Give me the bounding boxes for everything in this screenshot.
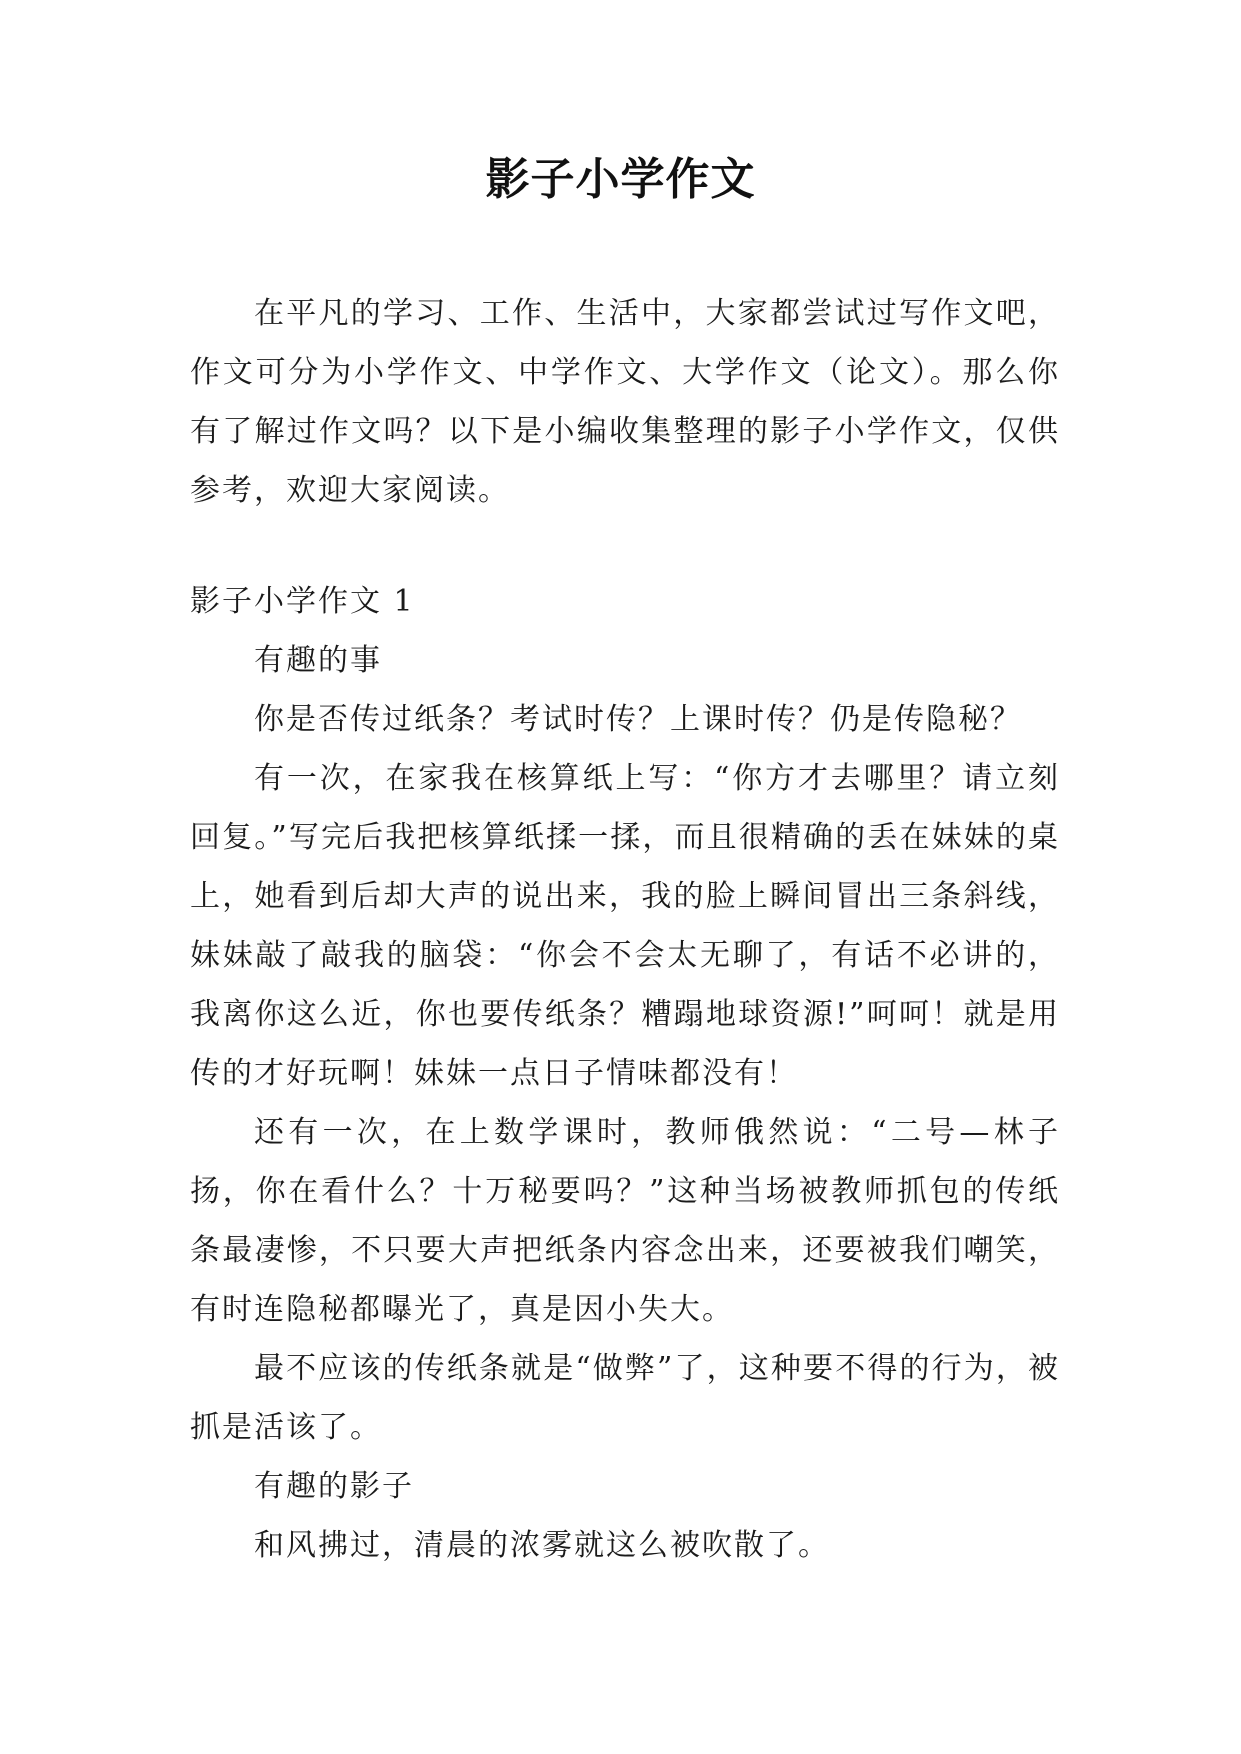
essay-paragraph: 和风拂过，清晨的浓雾就这么被吹散了。 (254, 1528, 830, 1563)
intro-block (190, 284, 1060, 520)
subheading-interesting-thing: 有趣的事 (254, 643, 382, 678)
intro-paragraph: 在平凡的学习、工作、生活中，大家都尝试过写作文吧，作文可分为小学作文、中学作文、大学作文（论文）。那么你有了解过作文吗？以下是小编收集整理的影子小学作文，仅供参考，欢迎大家阅读。 (190, 296, 1060, 508)
section-heading: 影子小学作文 1 (190, 584, 415, 619)
essay-paragraph: 最不应该的传纸条就是“做弊”了，这种要不得的行为，被抓是活该了。 (190, 1351, 1060, 1445)
document-title: 影子小学作文 (485, 154, 756, 205)
essay-paragraph: 有一次，在家我在核算纸上写：“你方才去哪里？请立刻回复。”写完后我把核算纸揉一揉，而且很精确的丢在妹妹的桌上，她看到后却大声的说出来，我的脸上瞬间冒出三条斜线，妹妹敲了敲我的脑袋：“你会不会太无聊了，有话不必讲的，我离你这么近，你也要传纸条？糟蹋地球资源!”呵呵！就是用传的才好玩啊！妹妹一点日子情味都没有！ (190, 761, 1060, 1091)
essay-paragraph: 还有一次，在上数学课时，教师俄然说：“二号—林子扬，你在看什么？十万秘要吗？”这种当场被教师抓包的传纸条最凄惨，不只要大声把纸条内容念出来，还要被我们嘲笑，有时连隐秘都曝光了，真是因小失大。 (190, 1115, 1060, 1327)
essay-paragraph: 你是否传过纸条？考试时传？上课时传？仍是传隐秘？ (254, 702, 1022, 737)
essay-block (190, 572, 1060, 1575)
subheading-interesting-shadow: 有趣的影子 (254, 1469, 414, 1504)
